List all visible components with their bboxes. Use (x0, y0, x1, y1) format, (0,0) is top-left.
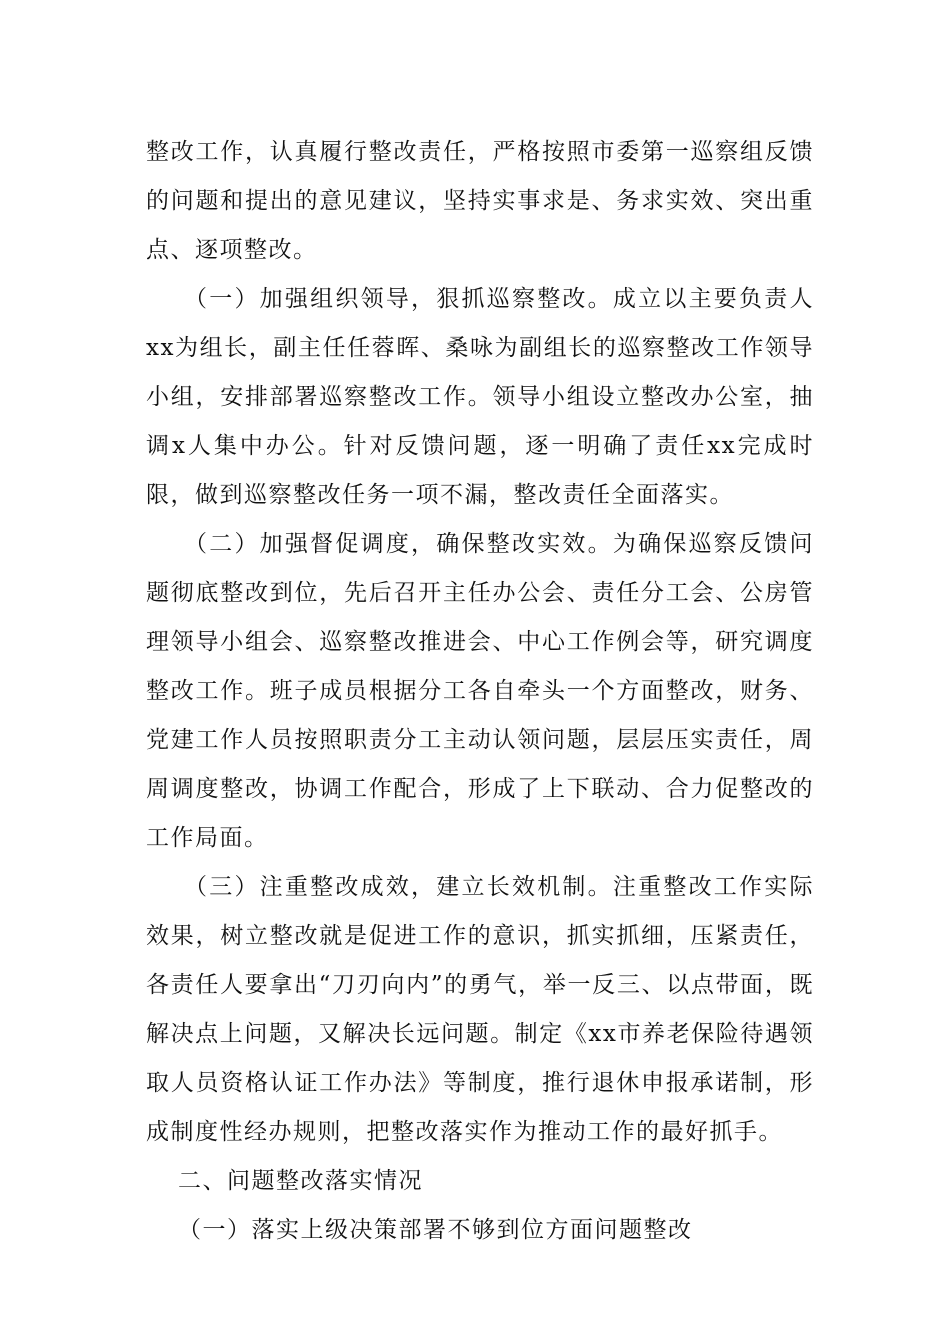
section-heading: 二、问题整改落实情况 (178, 1168, 423, 1194)
paragraph-long-term-mechanism: （三）注重整改成效，建立长效机制。注重整改工作实际效果，树立整改就是促进工作的意识，抓实抓细，压紧责任，各责任人要拿出“刀刃向内”的勇气，举一反三、以点带面，既解决点上问题，又解决长远问题。制定《xx市养老保险待遇领取人员资格认证工作办法》等制度，推行退休申报承诺制，形成制度性经办规则，把整改落实作为推动工作的最好抓手。 (146, 874, 814, 1145)
paragraph-continuation: 整改工作，认真履行整改责任，严格按照市委第一巡察组反馈的问题和提出的意见建议，坚持实事求是、务求实效、突出重点、逐项整改。 (146, 139, 814, 263)
paragraph-organization-leadership: （一）加强组织领导，狠抓巡察整改。成立以主要负责人xx为组长，副主任任蓉晖、桑咏为副组长的巡察整改工作领导小组，安排部署巡察整改工作。领导小组设立整改办公室，抽调x人集中办公。针对反馈问题，逐一明确了责任xx完成时限，做到巡察整改任务一项不漏，整改责任全面落实。 (146, 286, 814, 508)
document-body (146, 128, 814, 1255)
subsection-heading: （一）落实上级决策部署不够到位方面问题整改 (178, 1217, 693, 1243)
paragraph-supervision: （二）加强督促调度，确保整改实效。为确保巡察反馈问题彻底整改到位，先后召开主任办公会、责任分工会、公房管理领导小组会、巡察整改推进会、中心工作例会等，研究调度整改工作。班子成员根据分工各自牵头一个方面整改，财务、党建工作人员按照职责分工主动认领问题，层层压实责任，周周调度整改，协调工作配合，形成了上下联动、合力促整改的工作局面。 (146, 531, 814, 851)
